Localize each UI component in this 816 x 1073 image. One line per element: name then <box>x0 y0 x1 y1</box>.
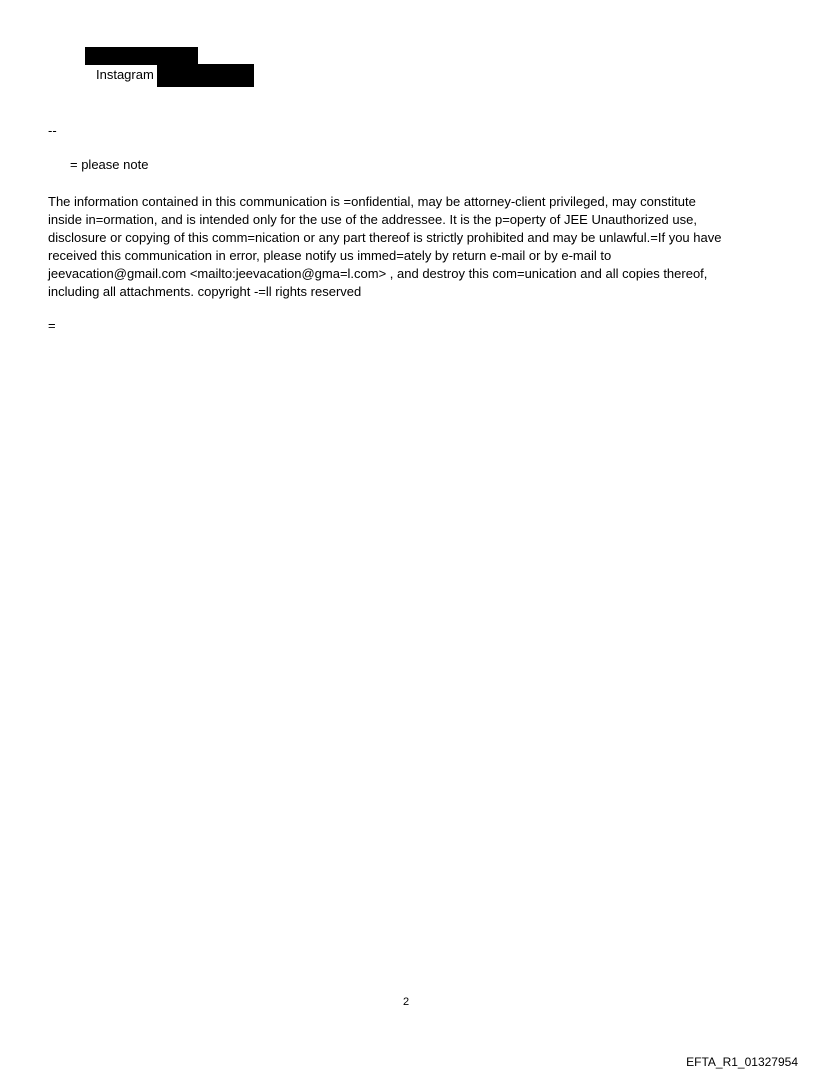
disclaimer-line: inside in=ormation, and is intended only for the use of the addressee. It is the p=operty of JEE Unauthorized use, <box>48 212 697 227</box>
signature-separator: -- <box>48 123 57 138</box>
page-number: 2 <box>403 996 410 1008</box>
trailing-equals: = <box>48 318 56 333</box>
please-note-heading: = please note <box>70 157 149 172</box>
instagram-label: Instagram <box>96 67 154 82</box>
disclaimer-line: The information contained in this communication is =onfidential, may be attorney-client privileged, may constitute <box>48 194 696 209</box>
redaction-block-top <box>85 47 198 65</box>
disclaimer-line: jeevacation@gmail.com <mailto:jeevacation@gma=l.com> , and destroy this com=unication and all copies thereof, <box>48 266 708 281</box>
disclaimer-line: disclosure or copying of this comm=nication or any part thereof is strictly prohibited and may be unlawful.=If you have <box>48 230 722 245</box>
confidentiality-disclaimer <box>48 193 768 301</box>
disclaimer-line: including all attachments. copyright -=ll rights reserved <box>48 284 362 299</box>
redaction-block-instagram <box>157 64 254 87</box>
disclaimer-line: received this communication in error, please notify us immed=ately by return e-mail or by e-mail to <box>48 248 612 263</box>
document-id: EFTA_R1_01327954 <box>686 1055 798 1069</box>
